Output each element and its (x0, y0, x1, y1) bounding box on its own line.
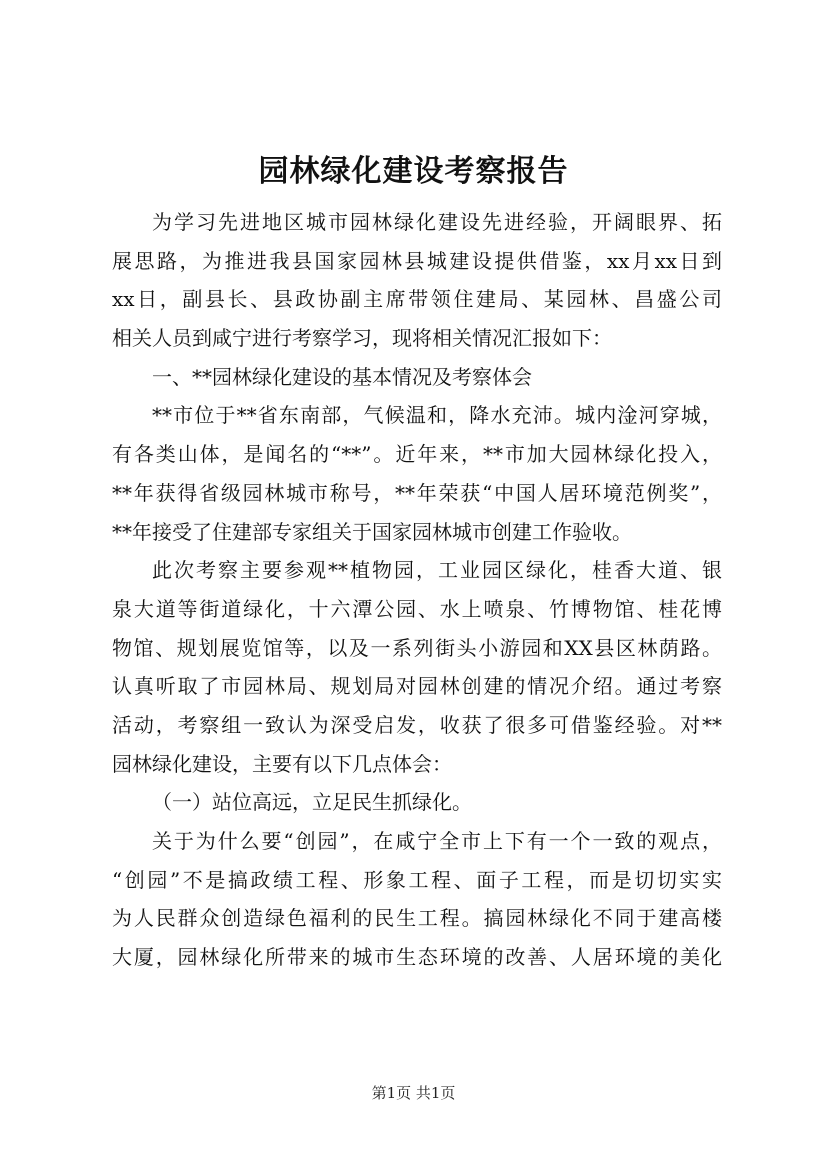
text-line: 此次考察主要参观**植物园，工业园区绿化，桂香大道、银 (152, 558, 722, 583)
text-line: 一、**园林绿化建设的基本情况及考察体会 (152, 364, 532, 389)
text-line: 为学习先进地区城市园林绿化建设先进经验，开阔眼界、拓 (152, 210, 722, 234)
text-line: 大厦，园林绿化所带来的城市生态环境的改善、人居环境的美化 (112, 945, 722, 970)
text-line: **年接受了住建部专家组关于国家园林城市创建工作验收。 (112, 519, 632, 544)
document-title: 园林绿化建设考察报告 (258, 154, 569, 189)
text-line: 物馆、规划展览馆等，以及一系列街头小游园和XX县区林荫路。 (112, 635, 722, 660)
text-line: **年获得省级园林城市称号，**年荣获“中国人居环境范例奖”， (112, 480, 722, 505)
page-footer: 第1页 共1页 (371, 1084, 456, 1102)
text-line: 活动，考察组一致认为深受启发，收获了很多可借鉴经验。对** (112, 712, 722, 737)
text-line: 有各类山体，是闻名的“**”。近年来，**市加大园林绿化投入， (112, 442, 722, 467)
text-line: 园林绿化建设，主要有以下几点体会： (112, 751, 452, 776)
text-line: xx日，副县长、县政协副主席带领住建局、某园林、昌盛公司 (112, 287, 722, 312)
text-line: （一）站位高远，立足民生抓绿化。 (152, 790, 472, 815)
document-body (112, 203, 722, 977)
text-line: 为人民群众创造绿色福利的民生工程。搞园林绿化不同于建高楼 (112, 906, 722, 931)
text-line: 展思路，为推进我县国家园林县城建设提供借鉴，xx月xx日到 (112, 248, 722, 273)
text-line: 相关人员到咸宁进行考察学习，现将相关情况汇报如下： (112, 326, 612, 351)
text-line: 泉大道等街道绿化，十六潭公园、水上喷泉、竹博物馆、桂花博 (112, 596, 722, 621)
text-line: 关于为什么要“创园”，在咸宁全市上下有一个一致的观点， (152, 829, 722, 853)
text-line: 认真听取了市园林局、规划局对园林创建的情况介绍。通过考察 (112, 674, 722, 699)
text-line: “创园”不是搞政绩工程、形象工程、面子工程，而是切切实实 (112, 867, 722, 892)
text-line: **市位于**省东南部，气候温和，降水充沛。城内淦河穿城， (152, 403, 722, 428)
